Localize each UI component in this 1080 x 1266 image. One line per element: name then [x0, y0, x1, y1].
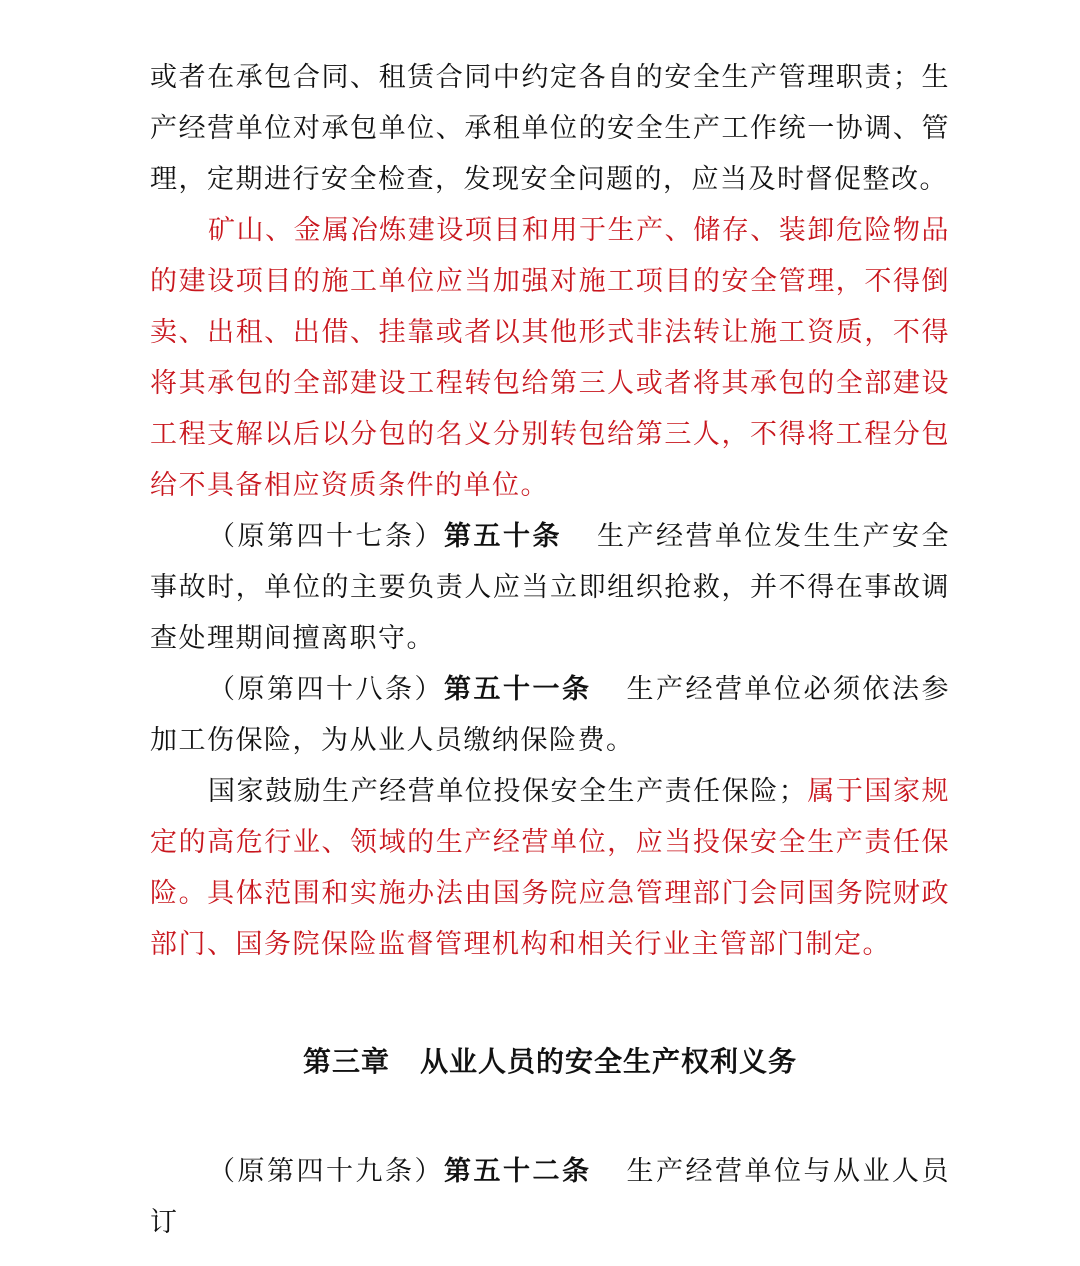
article-number: 第五十二条 [444, 1156, 592, 1187]
chapter-heading [150, 1040, 950, 1080]
original-article-ref: （原第四十九条） [208, 1156, 444, 1187]
paragraph-text-original: 国家鼓励生产经营单位投保安全生产责任保险； [208, 776, 808, 807]
article-text: 生产经营单位必须依法参加工伤保险，为从业人员缴纳保险费。 [150, 674, 950, 756]
article-number: 第五十条 [444, 521, 562, 552]
paragraph-text: 或者在承包合同、租赁合同中约定各自的安全生产管理职责；生产经营单位对承包单位、承租单位的安全生产工作统一协调、管理，定期进行安全检查，发现安全问题的，应当及时督促整改。 [150, 62, 950, 195]
article-51 [150, 664, 950, 766]
chapter-number: 第三章 [302, 1045, 390, 1078]
original-article-ref: （原第四十七条） [208, 521, 444, 552]
article-50 [150, 511, 950, 664]
article-number: 第五十一条 [444, 674, 592, 705]
document-page [150, 52, 950, 1248]
chapter-title: 从业人员的安全生产权利义务 [420, 1045, 798, 1078]
paragraph-construction-amendment [150, 205, 950, 511]
original-article-ref: （原第四十八条） [208, 674, 444, 705]
article-text: 生产经营单位发生生产安全事故时，单位的主要负责人应当立即组织抢救，并不得在事故调查处理期间擅离职守。 [150, 521, 950, 654]
article-52 [150, 1146, 950, 1248]
paragraph-insurance [150, 766, 950, 970]
paragraph-text: 矿山、金属冶炼建设项目和用于生产、储存、装卸危险物品的建设项目的施工单位应当加强对施工项目的安全管理，不得倒卖、出租、出借、挂靠或者以其他形式非法转让施工资质，不得将其承包的全部建设工程转包给第三人或者将其承包的全部建设工程支解以后以分包的名义分别转包给第三人，不得将工程分包给不具备相应资质条件的单位。 [150, 215, 950, 501]
paragraph-text-amendment: 属于国家规定的高危行业、领域的生产经营单位，应当投保安全生产责任保险。具体范围和实施办法由国务院应急管理部门会同国务院财政部门、国务院保险监督管理机构和相关行业主管部门制定。 [150, 776, 951, 960]
article-text: 生产经营单位与从业人员订 [150, 1156, 950, 1238]
paragraph-contract-duties [150, 52, 950, 205]
